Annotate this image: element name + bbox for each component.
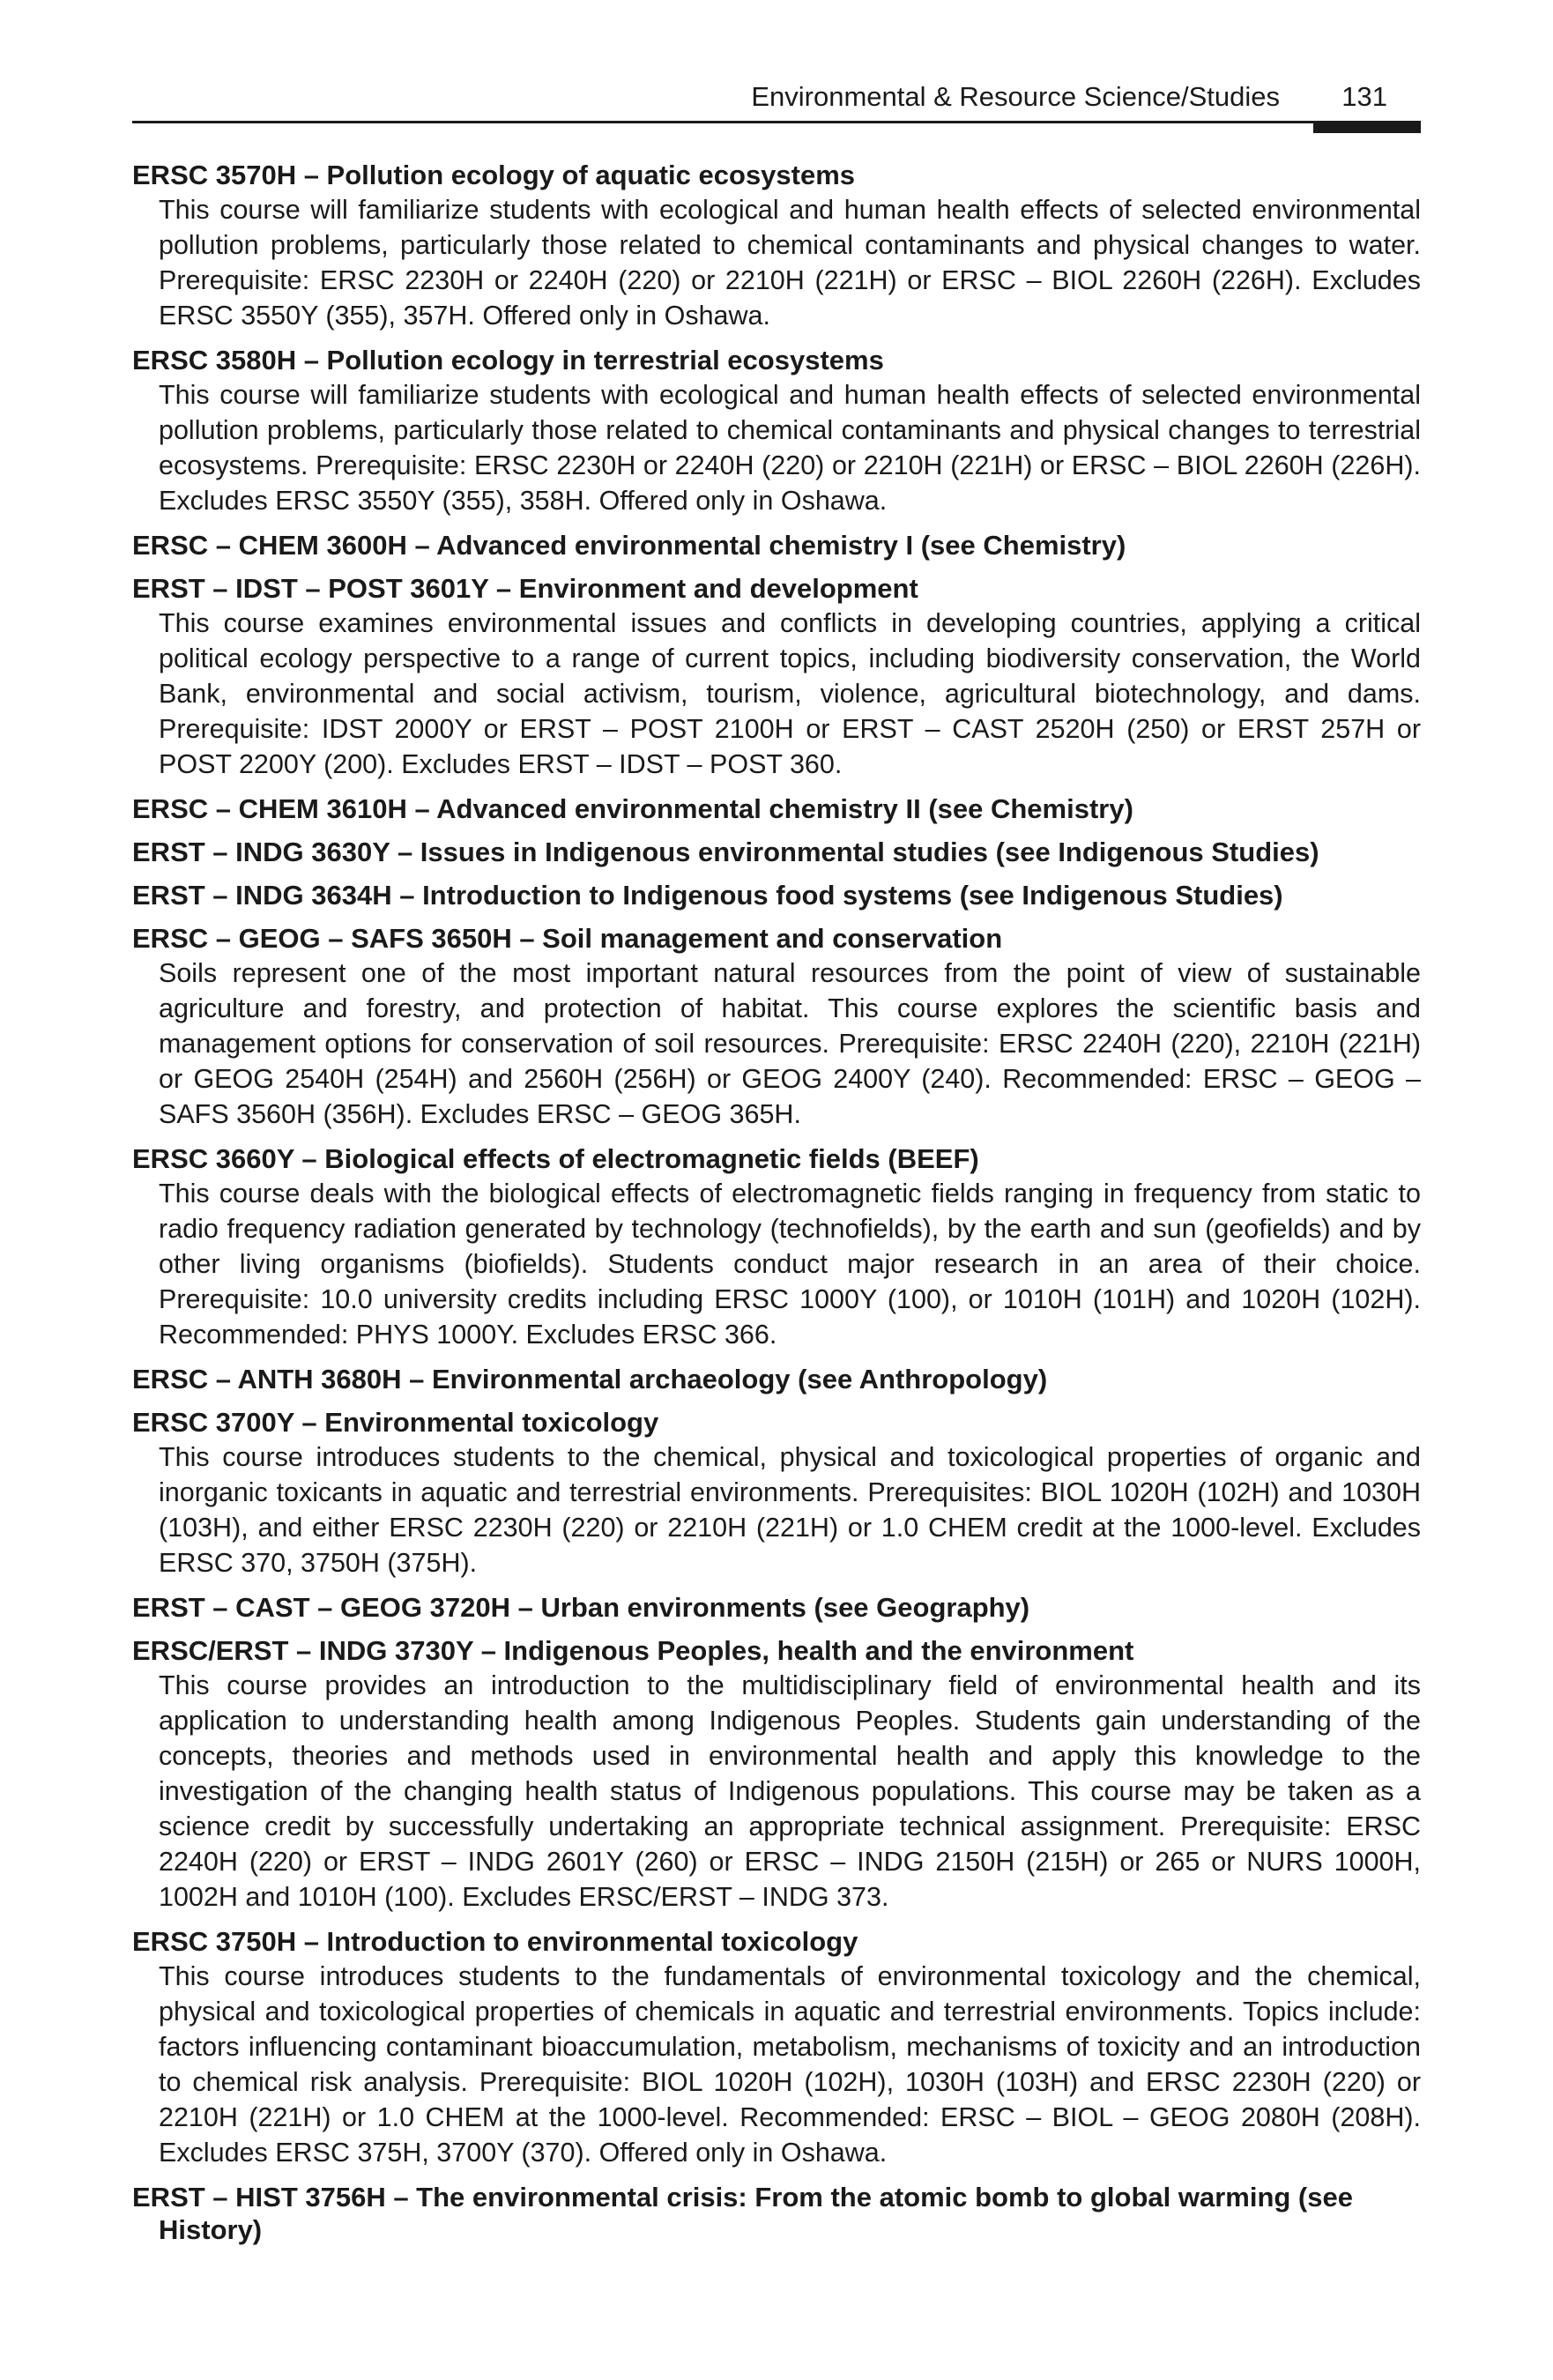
course-title: ERSC – CHEM 3600H – Advanced environmental chemistry I (see Chemistry): [132, 530, 1126, 561]
course-entry: [132, 1591, 1421, 1624]
page-number: 131: [1341, 81, 1387, 112]
course-description: Soils represent one of the most important natural resources from the point of view of sustainable agriculture and forestry, and protection of habitat. This course explores the scientific basis and management options for conservation of soil resources. Prerequisite: ERSC 2240H (220), 2210H (221H) or GEOG 2540H (254H) and 2560H (256H) or GEOG 2400Y (240). Recommended: ERSC – GEOG – SAFS 3560H (356H). Excludes ERSC – GEOG 365H.: [159, 958, 1421, 1129]
course-entry: [132, 572, 1421, 782]
course-listing: [132, 159, 1421, 2257]
course-description: This course deals with the biological effects of electromagnetic fields ranging in frequency from static to radio frequency radiation generated by technology (technofields), by the earth and sun (geofields) and by other living organisms (biofields). Students conduct major research in an area of their choice. Prerequisite: 10.0 university credits including ERSC 1000Y (100), or 1010H (101H) and 1020H (102H). Recommended: PHYS 1000Y. Excludes ERSC 366.: [159, 1179, 1421, 1350]
course-entry: [132, 1363, 1421, 1395]
course-title: ERST – IDST – POST 3601Y – Environment and development: [132, 573, 918, 604]
course-entry: [132, 1925, 1421, 2170]
header-tab-marker: [1313, 121, 1421, 133]
course-entry: [132, 879, 1421, 911]
course-entry: [132, 1142, 1421, 1352]
course-title: ERST – INDG 3630Y – Issues in Indigenous environmental studies (see Indigenous Studies): [132, 837, 1319, 867]
course-description: This course introduces students to the chemical, physical and toxicological properties of organic and inorganic toxicants in aquatic and terrestrial environments. Prerequisites: BIOL 1020H (102H) and 1030H (103H), and either ERSC 2230H (220) or 2210H (221H) or 1.0 CHEM credit at the 1000-level. Excludes ERSC 370, 3750H (375H).: [159, 1442, 1421, 1578]
course-title: ERSC – ANTH 3680H – Environmental archaeology (see Anthropology): [132, 1364, 1048, 1395]
section-title: Environmental & Resource Science/Studies: [751, 81, 1280, 112]
course-description: This course introduces students to the fundamentals of environmental toxicology and the chemical, physical and toxicological properties of chemicals in aquatic and terrestrial environments. Topics include: factors influencing contaminant bioaccumulation, metabolism, mechanisms of toxicity and an introduction to chemical risk analysis. Prerequisite: BIOL 1020H (102H), 1030H (103H) and ERSC 2230H (220) or 2210H (221H) or 1.0 CHEM at the 1000-level. Recommended: ERSC – BIOL – GEOG 2080H (208H). Excludes ERSC 375H, 3700Y (370). Offered only in Oshawa.: [159, 1961, 1421, 2168]
running-header: [132, 74, 1421, 123]
course-entry: [132, 792, 1421, 825]
course-title: ERSC 3580H – Pollution ecology in terrestrial ecosystems: [132, 345, 884, 376]
course-title: ERSC 3570H – Pollution ecology of aquatic ecosystems: [132, 160, 856, 190]
course-entry: [132, 836, 1421, 868]
course-title: ERSC – GEOG – SAFS 3650H – Soil management and conservation: [132, 923, 1003, 954]
course-title: ERST – INDG 3634H – Introduction to Indigenous food systems (see Indigenous Studies): [132, 880, 1283, 911]
course-entry: [132, 529, 1421, 562]
course-title: ERSC 3700Y – Environmental toxicology: [132, 1407, 659, 1438]
course-title: ERST – CAST – GEOG 3720H – Urban environments (see Geography): [132, 1592, 1030, 1623]
course-description: This course will familiarize students with ecological and human health effects of selected environmental pollution problems, particularly those related to chemical contaminants and physical changes to terrestrial ecosystems. Prerequisite: ERSC 2230H or 2240H (220) or 2210H (221H) or ERSC – BIOL 2260H (226H). Excludes ERSC 3550Y (355), 358H. Offered only in Oshawa.: [159, 380, 1421, 516]
course-description: This course examines environmental issues and conflicts in developing countries, applying a critical political ecology perspective to a range of current topics, including biodiversity conservation, the World Bank, environmental and social activism, tourism, violence, agricultural biotechnology, and dams. Prerequisite: IDST 2000Y or ERST – POST 2100H or ERST – CAST 2520H (250) or ERST 257H or POST 2200Y (200). Excludes ERST – IDST – POST 360.: [159, 608, 1421, 779]
course-entry: [132, 1406, 1421, 1580]
header-rule: [132, 121, 1421, 123]
course-entry: [132, 922, 1421, 1132]
course-description: This course provides an introduction to the multidisciplinary field of environmental health and its application to understanding health among Indigenous Peoples. Students gain understanding of the concepts, theories and methods used in environmental health and apply this knowledge to the investigation of the changing health status of Indigenous populations. This course may be taken as a science credit by successfully undertaking an appropriate technical assignment. Prerequisite: ERSC 2240H (220) or ERST – INDG 2601Y (260) or ERSC – INDG 2150H (215H) or 265 or NURS 1000H, 1002H and 1010H (100). Excludes ERSC/ERST – INDG 373.: [159, 1670, 1421, 1912]
course-title: ERSC 3750H – Introduction to environmental toxicology: [132, 1926, 858, 1957]
course-entry: [132, 159, 1421, 333]
course-entry: [132, 2181, 1421, 2246]
course-entry: [132, 344, 1421, 518]
course-title: ERSC/ERST – INDG 3730Y – Indigenous Peoples, health and the environment: [132, 1635, 1134, 1666]
course-title: ERSC 3660Y – Biological effects of electromagnetic fields (BEEF): [132, 1143, 979, 1174]
course-entry: [132, 1634, 1421, 1915]
course-title: ERSC – CHEM 3610H – Advanced environmental chemistry II (see Chemistry): [132, 793, 1133, 824]
course-description: This course will familiarize students with ecological and human health effects of selected environmental pollution problems, particularly those related to chemical contaminants and physical changes to water. Prerequisite: ERSC 2230H or 2240H (220) or 2210H (221H) or ERSC – BIOL 2260H (226H). Excludes ERSC 3550Y (355), 357H. Offered only in Oshawa.: [159, 195, 1421, 331]
course-title: ERST – HIST 3756H – The environmental crisis: From the atomic bomb to global warming (see History): [132, 2182, 1353, 2245]
